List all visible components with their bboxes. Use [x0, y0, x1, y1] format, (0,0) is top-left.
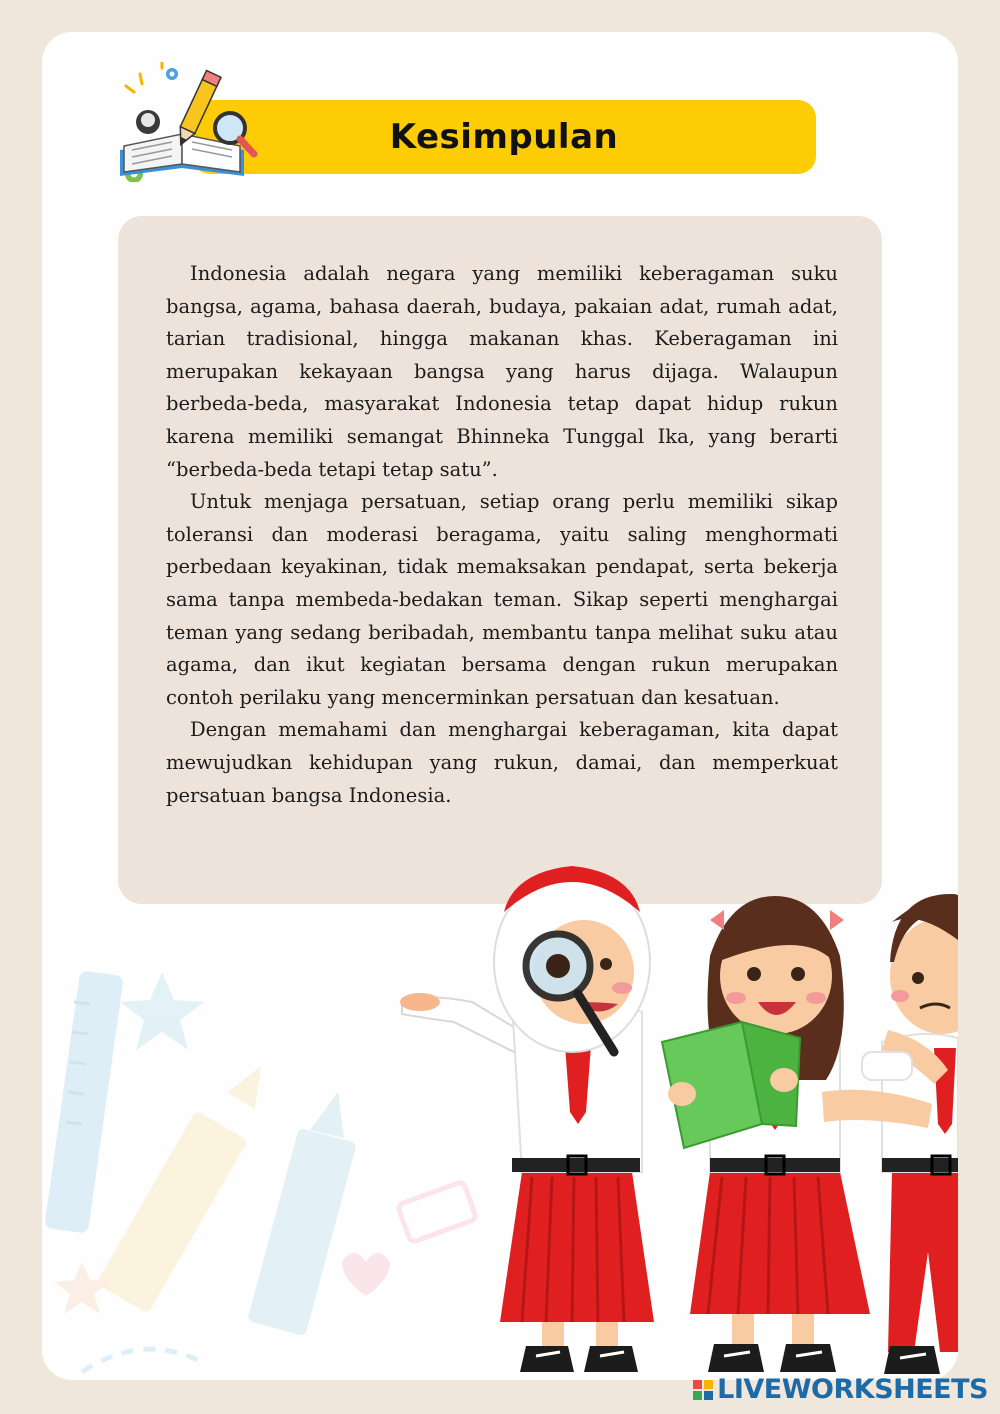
girl-book-figure	[662, 896, 870, 1372]
paragraph-2: Untuk menjaga persatuan, setiap orang perlu memiliki sikap toleransi dan moderasi beragama, yaitu saling menghormati perbedaan keyakinan, tidak memaksakan pendapat, serta bekerja sama tanpa membeda-bedakan teman. Sikap seperti menghargai teman yang sedang beribadah, membantu tanpa melihat suku atau agama, dan ikut kegiatan bersama dengan rukun merupakan contoh perilaku yang mencerminkan persatuan dan kesatuan.	[166, 490, 838, 709]
girl-hijab-figure	[400, 866, 654, 1372]
paragraph-3: Dengan memahami dan menghargai keberagaman, kita dapat mewujudkan kehidupan yang rukun, damai, dan memperkuat persatuan bangsa Indonesia.	[166, 718, 838, 807]
logo-mark-icon	[693, 1380, 713, 1400]
worksheet-page	[42, 32, 958, 1380]
page-title: Kesimpulan	[389, 117, 619, 157]
brand-name: LIVEWORKSHEETS	[717, 1374, 988, 1405]
paragraph-1: Indonesia adalah negara yang memiliki keberagaman suku bangsa, agama, bahasa daerah, budaya, pakaian adat, rumah adat, tarian tradisional, hingga makanan khas. Keberagaman ini merupakan kekayaan bangsa yang harus dijaga. Walaupun berbeda-beda, masyarakat Indonesia tetap dapat hidup rukun karena memiliki semangat Bhinneka Tunggal Ika, yang berarti “berbeda-beda tetapi tetap satu”.	[166, 262, 838, 481]
conclusion-paragraphs	[166, 258, 838, 812]
book-pencil-magnifier-icon	[112, 62, 262, 182]
liveworksheets-logo[interactable]	[693, 1374, 988, 1405]
title-bar	[192, 100, 816, 174]
students-illustration	[392, 852, 958, 1380]
conclusion-text-box	[118, 216, 882, 904]
